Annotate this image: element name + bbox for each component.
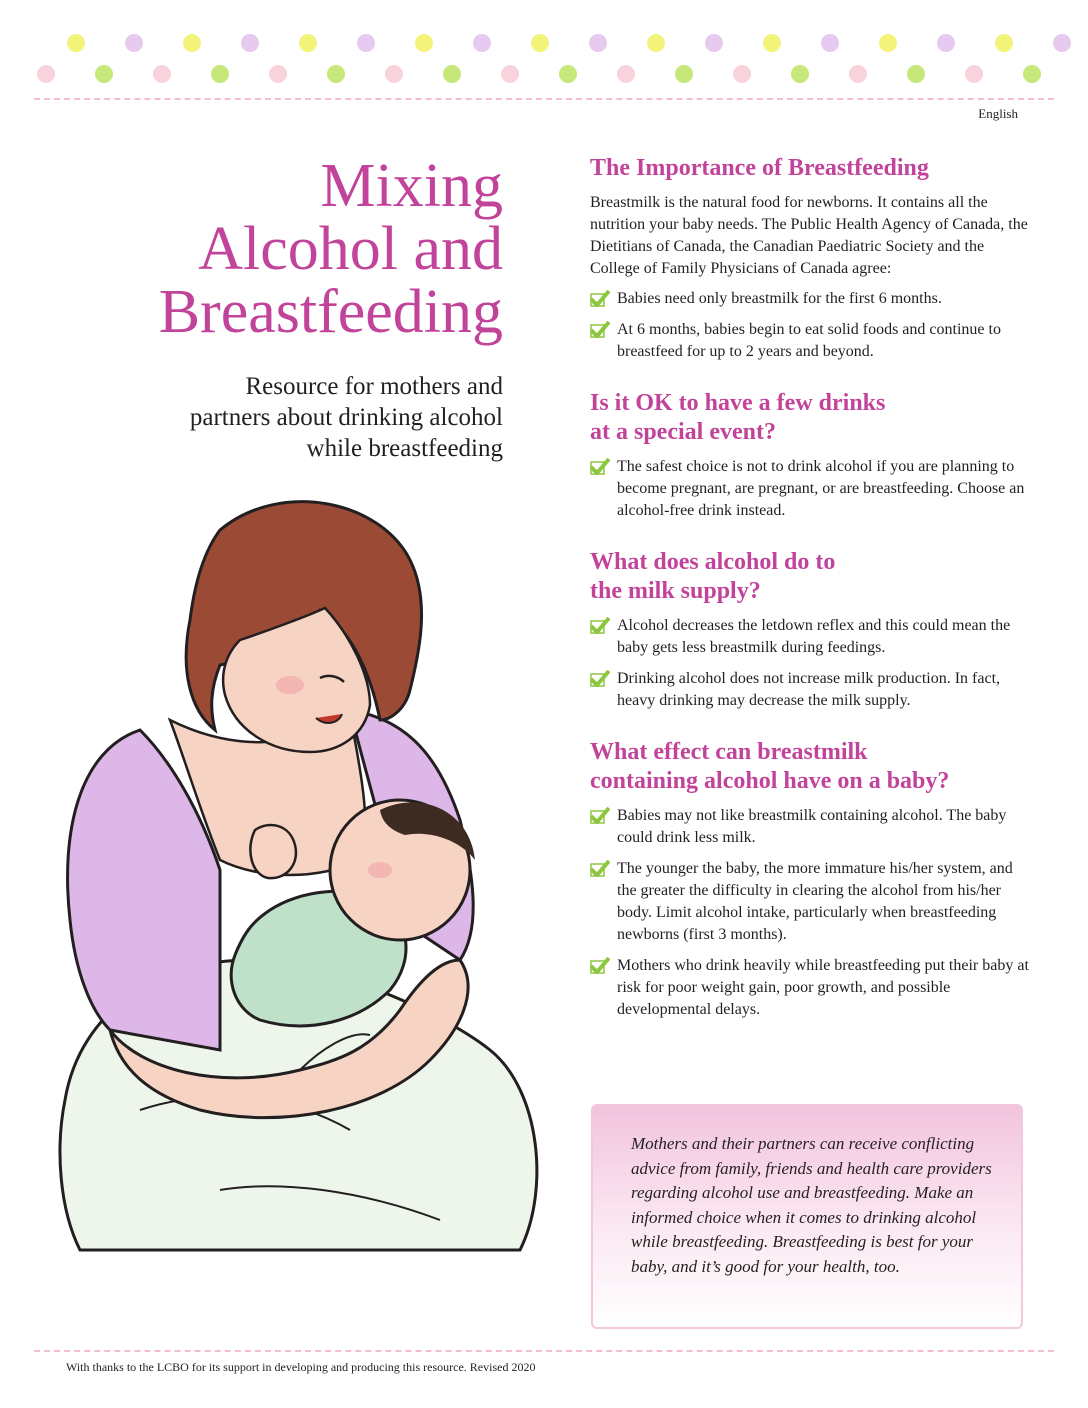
decorative-dot [357, 34, 375, 52]
decorative-dot [559, 65, 577, 83]
decorative-dot [299, 34, 317, 52]
decorative-dot [733, 65, 751, 83]
title-line: Alcohol and [198, 215, 503, 283]
subtitle-line: partners about drinking alcohol [189, 404, 503, 431]
decorative-dot [675, 65, 693, 83]
bullet-list [590, 456, 1030, 522]
decorative-dot [473, 34, 491, 52]
decorative-dot [531, 34, 549, 52]
section-importance [590, 154, 1030, 363]
checkmark-icon [590, 860, 610, 877]
bullet-list [590, 288, 1030, 363]
checkmark-icon [590, 670, 610, 687]
language-label: English [978, 106, 1018, 121]
decorative-dot [385, 65, 403, 83]
list-item: The younger the baby, the more immature his/her system, and the greater the difficulty in clearing the alcohol from his/her body. Limit alcohol intake, particularly when breastfeeding newborns (first 3 months). [590, 858, 1030, 946]
decorative-dot [501, 65, 519, 83]
decorative-dot [415, 34, 433, 52]
decorative-dot [95, 65, 113, 83]
decorative-dot [705, 34, 723, 52]
decorative-dot [879, 34, 897, 52]
checkmark-icon [590, 617, 610, 634]
decorative-dot [965, 65, 983, 83]
list-item: The safest choice is not to drink alcohol if you are planning to become pregnant, are pregnant, or are breastfeeding. Choose an alcohol-free drink instead. [590, 456, 1030, 522]
decorative-dot [241, 34, 259, 52]
mother-breastfeeding-illustration [20, 490, 580, 1270]
decorative-dot [37, 65, 55, 83]
decorative-dot [791, 65, 809, 83]
checkmark-icon [590, 290, 610, 307]
title-line: Mixing [320, 152, 503, 220]
decorative-dot [995, 34, 1013, 52]
content-column [590, 154, 1030, 1047]
advice-callout-box [591, 1104, 1023, 1329]
list-item: At 6 months, babies begin to eat solid foods and continue to breastfeed for up to 2 years and beyond. [590, 319, 1030, 363]
decorative-dot [617, 65, 635, 83]
decorative-dot [183, 34, 201, 52]
footer-credit: With thanks to the LCBO for its support in developing and producing this resource. Revised 2020 [66, 1360, 536, 1374]
decorative-dot [589, 34, 607, 52]
section-heading: Is it OK to have a few drinks at a special event? [590, 390, 886, 445]
list-item: Mothers who drink heavily while breastfeeding put their baby at risk for poor weight gain, poor growth, and possible developmental delays. [590, 955, 1030, 1021]
page-title [23, 152, 503, 346]
top-dashed-divider [34, 98, 1054, 100]
decorative-dot [125, 34, 143, 52]
decorative-dot [1053, 34, 1071, 52]
title-line: Breastfeeding [158, 278, 503, 346]
decorative-dot [907, 65, 925, 83]
list-item: Babies need only breastmilk for the first 6 months. [590, 288, 1030, 310]
decorative-dot [937, 34, 955, 52]
section-heading: What effect can breastmilk containing alcohol have on a baby? [590, 739, 950, 794]
section-milk-supply [590, 548, 1030, 712]
bullet-list [590, 805, 1030, 1021]
list-item: Alcohol decreases the letdown reflex and this could mean the baby gets less breastmilk during feedings. [590, 615, 1030, 659]
decorative-dot [647, 34, 665, 52]
subtitle-line: Resource for mothers and [245, 373, 503, 400]
checkmark-icon [590, 321, 610, 338]
decorative-dot [153, 65, 171, 83]
section-heading: The Importance of Breastfeeding [590, 155, 929, 181]
section-effect-on-baby [590, 738, 1030, 1021]
bullet-list [590, 615, 1030, 712]
decorative-dot [327, 65, 345, 83]
page-subtitle [83, 371, 503, 464]
decorative-dot [443, 65, 461, 83]
decorative-dot [67, 34, 85, 52]
decorative-dots-border [0, 0, 1088, 100]
bottom-dashed-divider [34, 1350, 1054, 1352]
decorative-dot [211, 65, 229, 83]
checkmark-icon [590, 957, 610, 974]
section-special-event [590, 389, 1030, 522]
callout-text: Mothers and their partners can receive conflicting advice from family, friends and health care providers regarding alcohol use and breastfeeding. Make an informed choice when it comes to drinking alcohol while breastfeeding. Breastfeeding is best for your baby, and it’s good for your health, too. [631, 1134, 992, 1276]
checkmark-icon [590, 807, 610, 824]
section-heading: What does alcohol do to the milk supply? [590, 549, 836, 604]
list-item: Babies may not like breastmilk containing alcohol. The baby could drink less milk. [590, 805, 1030, 849]
subtitle-line: while breastfeeding [306, 435, 503, 462]
decorative-dot [763, 34, 781, 52]
section-paragraph: Breastmilk is the natural food for newborns. It contains all the nutrition your baby needs. The Public Health Agency of Canada, the Dietitians of Canada, the Canadian Paediatric Society and the College of Family Physicians of Canada agree: [590, 194, 1028, 277]
decorative-dot [821, 34, 839, 52]
checkmark-icon [590, 458, 610, 475]
list-item: Drinking alcohol does not increase milk production. In fact, heavy drinking may decrease the milk supply. [590, 668, 1030, 712]
decorative-dot [849, 65, 867, 83]
decorative-dot [269, 65, 287, 83]
decorative-dot [1023, 65, 1041, 83]
